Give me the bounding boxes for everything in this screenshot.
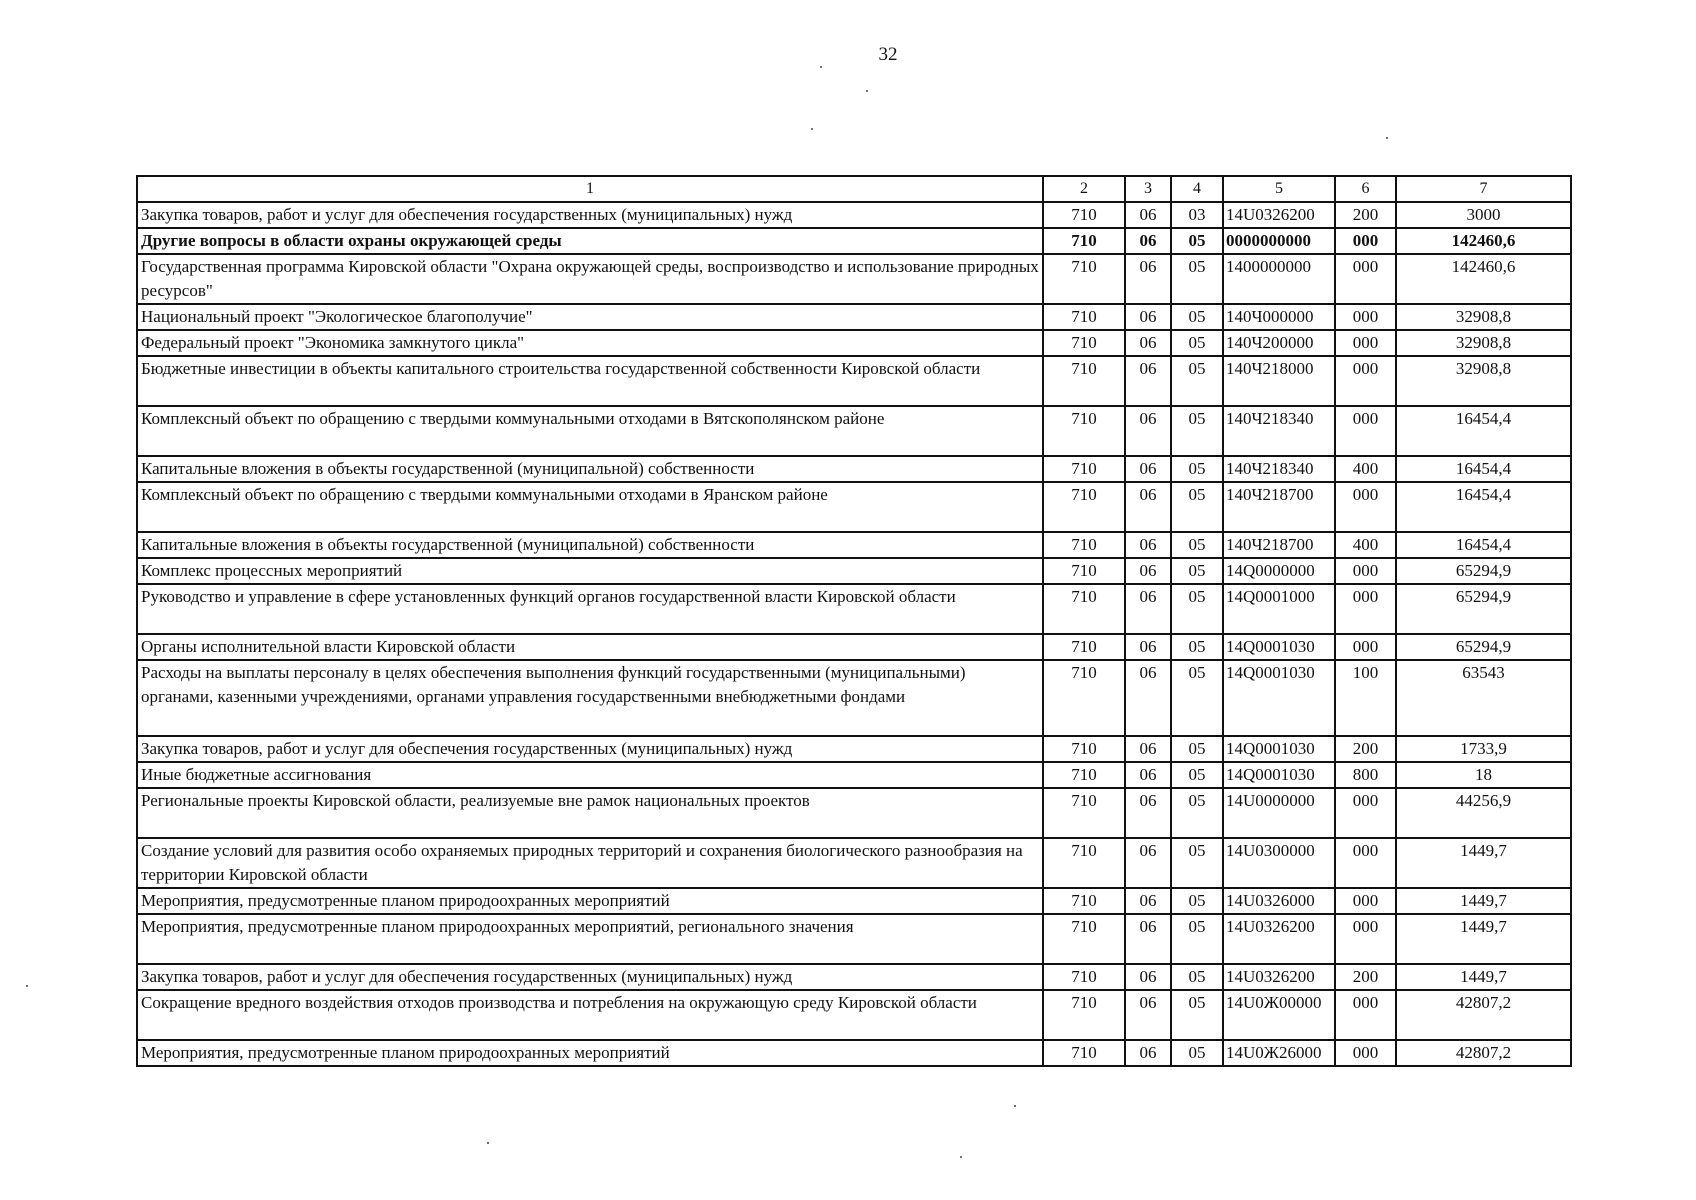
- col3-cell: 06: [1125, 1040, 1171, 1066]
- col3-cell: 06: [1125, 762, 1171, 788]
- row-name-cell: Капитальные вложения в объекты государственной (муниципальной) собственности: [137, 456, 1043, 482]
- col2-cell: 710: [1043, 456, 1125, 482]
- col2-cell: 710: [1043, 762, 1125, 788]
- col5-code-cell: 140Ч000000: [1223, 304, 1335, 330]
- row-name-cell: Национальный проект "Экологическое благополучие": [137, 304, 1043, 330]
- col5-code-cell: 14Q0001030: [1223, 762, 1335, 788]
- col6-cell: 000: [1335, 228, 1396, 254]
- col6-cell: 000: [1335, 406, 1396, 456]
- row-name-cell: Сокращение вредного воздействия отходов производства и потребления на окружающую среду Кировской области: [137, 990, 1043, 1040]
- col3-cell: 06: [1125, 888, 1171, 914]
- col3-cell: 06: [1125, 330, 1171, 356]
- col5-code-cell: 14U0326200: [1223, 202, 1335, 228]
- table-row: [137, 356, 1571, 406]
- col7-amount-cell: 1449,7: [1396, 838, 1571, 888]
- col4-cell: 05: [1171, 228, 1223, 254]
- col4-cell: 05: [1171, 406, 1223, 456]
- col5-code-cell: 14Q0001030: [1223, 660, 1335, 736]
- scan-speck: [1014, 1105, 1016, 1107]
- table-row: [137, 532, 1571, 558]
- col4-cell: 05: [1171, 330, 1223, 356]
- row-name-cell: Комплексный объект по обращению с твердыми коммунальными отходами в Яранском районе: [137, 482, 1043, 532]
- row-name-cell: Закупка товаров, работ и услуг для обеспечения государственных (муниципальных) нужд: [137, 202, 1043, 228]
- column-header: 3: [1125, 176, 1171, 202]
- col3-cell: 06: [1125, 406, 1171, 456]
- row-name-cell: Бюджетные инвестиции в объекты капитального строительства государственной собственности Кировской области: [137, 356, 1043, 406]
- col3-cell: 06: [1125, 788, 1171, 838]
- column-header: 1: [137, 176, 1043, 202]
- table-row: [137, 330, 1571, 356]
- col7-amount-cell: 65294,9: [1396, 634, 1571, 660]
- col3-cell: 06: [1125, 736, 1171, 762]
- row-name-cell: Мероприятия, предусмотренные планом природоохранных мероприятий: [137, 888, 1043, 914]
- col6-cell: 800: [1335, 762, 1396, 788]
- col6-cell: 400: [1335, 456, 1396, 482]
- col4-cell: 05: [1171, 254, 1223, 304]
- col6-cell: 400: [1335, 532, 1396, 558]
- col7-amount-cell: 16454,4: [1396, 456, 1571, 482]
- col5-code-cell: 14Q0000000: [1223, 558, 1335, 584]
- col3-cell: 06: [1125, 964, 1171, 990]
- col4-cell: 05: [1171, 532, 1223, 558]
- table-row: [137, 304, 1571, 330]
- col6-cell: 000: [1335, 584, 1396, 634]
- table-row: [137, 888, 1571, 914]
- col5-code-cell: 14U0000000: [1223, 788, 1335, 838]
- col4-cell: 05: [1171, 914, 1223, 964]
- table-row: [137, 736, 1571, 762]
- col4-cell: 05: [1171, 304, 1223, 330]
- col6-cell: 000: [1335, 634, 1396, 660]
- col6-cell: 000: [1335, 1040, 1396, 1066]
- scan-speck: [811, 128, 813, 130]
- table-row: [137, 788, 1571, 838]
- col5-code-cell: 140Ч218700: [1223, 532, 1335, 558]
- col5-code-cell: 140Ч218340: [1223, 406, 1335, 456]
- col5-code-cell: 14Q0001030: [1223, 634, 1335, 660]
- table-row: [137, 1040, 1571, 1066]
- column-header: 4: [1171, 176, 1223, 202]
- row-name-cell: Региональные проекты Кировской области, реализуемые вне рамок национальных проектов: [137, 788, 1043, 838]
- col2-cell: 710: [1043, 964, 1125, 990]
- table-row: [137, 914, 1571, 964]
- col2-cell: 710: [1043, 330, 1125, 356]
- col7-amount-cell: 42807,2: [1396, 1040, 1571, 1066]
- table-row: [137, 660, 1571, 736]
- col5-code-cell: 14U0326200: [1223, 964, 1335, 990]
- col3-cell: 06: [1125, 558, 1171, 584]
- row-name-cell: Расходы на выплаты персоналу в целях обеспечения выполнения функций государственными (муниципальными) органами, казенными учреждениями, органами управления государственными внебюджетными фондами: [137, 660, 1043, 736]
- col7-amount-cell: 16454,4: [1396, 482, 1571, 532]
- col3-cell: 06: [1125, 456, 1171, 482]
- col7-amount-cell: 44256,9: [1396, 788, 1571, 838]
- col4-cell: 05: [1171, 584, 1223, 634]
- col4-cell: 05: [1171, 762, 1223, 788]
- page-number: 32: [878, 44, 898, 65]
- scan-speck: [1386, 137, 1388, 139]
- col7-amount-cell: 65294,9: [1396, 558, 1571, 584]
- col7-amount-cell: 1733,9: [1396, 736, 1571, 762]
- col7-amount-cell: 1449,7: [1396, 914, 1571, 964]
- col7-amount-cell: 63543: [1396, 660, 1571, 736]
- col2-cell: 710: [1043, 254, 1125, 304]
- col3-cell: 06: [1125, 532, 1171, 558]
- col2-cell: 710: [1043, 660, 1125, 736]
- row-name-cell: Иные бюджетные ассигнования: [137, 762, 1043, 788]
- col6-cell: 200: [1335, 202, 1396, 228]
- row-name-cell: Федеральный проект "Экономика замкнутого цикла": [137, 330, 1043, 356]
- col7-amount-cell: 3000: [1396, 202, 1571, 228]
- col3-cell: 06: [1125, 660, 1171, 736]
- col6-cell: 000: [1335, 990, 1396, 1040]
- table-row: [137, 762, 1571, 788]
- column-header: 6: [1335, 176, 1396, 202]
- col7-amount-cell: 32908,8: [1396, 330, 1571, 356]
- col6-cell: 000: [1335, 356, 1396, 406]
- col4-cell: 05: [1171, 634, 1223, 660]
- col7-amount-cell: 16454,4: [1396, 406, 1571, 456]
- col2-cell: 710: [1043, 532, 1125, 558]
- table-row: [137, 202, 1571, 228]
- col4-cell: 03: [1171, 202, 1223, 228]
- row-name-cell: Капитальные вложения в объекты государственной (муниципальной) собственности: [137, 532, 1043, 558]
- column-header: 7: [1396, 176, 1571, 202]
- col7-amount-cell: 142460,6: [1396, 228, 1571, 254]
- col2-cell: 710: [1043, 202, 1125, 228]
- col2-cell: 710: [1043, 228, 1125, 254]
- col2-cell: 710: [1043, 914, 1125, 964]
- col3-cell: 06: [1125, 838, 1171, 888]
- col7-amount-cell: 18: [1396, 762, 1571, 788]
- col5-code-cell: 14U0Ж26000: [1223, 1040, 1335, 1066]
- header-row: [137, 176, 1571, 202]
- col3-cell: 06: [1125, 584, 1171, 634]
- col7-amount-cell: 16454,4: [1396, 532, 1571, 558]
- col5-code-cell: 140Ч218340: [1223, 456, 1335, 482]
- row-name-cell: Мероприятия, предусмотренные планом природоохранных мероприятий: [137, 1040, 1043, 1066]
- scan-speck: [960, 1156, 962, 1158]
- col2-cell: 710: [1043, 838, 1125, 888]
- col4-cell: 05: [1171, 964, 1223, 990]
- col6-cell: 200: [1335, 736, 1396, 762]
- budget-table: [136, 175, 1572, 1067]
- table-body: [137, 202, 1571, 1066]
- row-name-cell: Другие вопросы в области охраны окружающей среды: [137, 228, 1043, 254]
- col6-cell: 000: [1335, 788, 1396, 838]
- col5-code-cell: 140Ч218700: [1223, 482, 1335, 532]
- row-name-cell: Комплексный объект по обращению с твердыми коммунальными отходами в Вятскополянском районе: [137, 406, 1043, 456]
- col3-cell: 06: [1125, 914, 1171, 964]
- table-row: [137, 482, 1571, 532]
- col2-cell: 710: [1043, 406, 1125, 456]
- col4-cell: 05: [1171, 888, 1223, 914]
- col7-amount-cell: 1449,7: [1396, 964, 1571, 990]
- col7-amount-cell: 32908,8: [1396, 304, 1571, 330]
- col6-cell: 000: [1335, 558, 1396, 584]
- col2-cell: 710: [1043, 888, 1125, 914]
- table-row: [137, 406, 1571, 456]
- col3-cell: 06: [1125, 356, 1171, 406]
- row-name-cell: Руководство и управление в сфере установленных функций органов государственной власти Кировской области: [137, 584, 1043, 634]
- scan-speck: [820, 66, 822, 68]
- col6-cell: 000: [1335, 888, 1396, 914]
- col2-cell: 710: [1043, 1040, 1125, 1066]
- col5-code-cell: 140Ч218000: [1223, 356, 1335, 406]
- row-name-cell: Органы исполнительной власти Кировской области: [137, 634, 1043, 660]
- col6-cell: 000: [1335, 254, 1396, 304]
- table-row: [137, 964, 1571, 990]
- col2-cell: 710: [1043, 304, 1125, 330]
- col3-cell: 06: [1125, 990, 1171, 1040]
- col7-amount-cell: 32908,8: [1396, 356, 1571, 406]
- col2-cell: 710: [1043, 736, 1125, 762]
- col6-cell: 000: [1335, 304, 1396, 330]
- table-row: [137, 254, 1571, 304]
- col3-cell: 06: [1125, 304, 1171, 330]
- col3-cell: 06: [1125, 202, 1171, 228]
- col6-cell: 000: [1335, 838, 1396, 888]
- col4-cell: 05: [1171, 788, 1223, 838]
- row-name-cell: Закупка товаров, работ и услуг для обеспечения государственных (муниципальных) нужд: [137, 736, 1043, 762]
- row-name-cell: Комплекс процессных мероприятий: [137, 558, 1043, 584]
- col4-cell: 05: [1171, 736, 1223, 762]
- col4-cell: 05: [1171, 356, 1223, 406]
- col5-code-cell: 14U0300000: [1223, 838, 1335, 888]
- col2-cell: 710: [1043, 356, 1125, 406]
- table-row: [137, 990, 1571, 1040]
- col4-cell: 05: [1171, 482, 1223, 532]
- table-row: [137, 456, 1571, 482]
- col5-code-cell: 140Ч200000: [1223, 330, 1335, 356]
- table-row: [137, 838, 1571, 888]
- row-name-cell: Государственная программа Кировской области "Охрана окружающей среды, воспроизводство и использование природных ресурсов": [137, 254, 1043, 304]
- col5-code-cell: 1400000000: [1223, 254, 1335, 304]
- col5-code-cell: 14U0Ж00000: [1223, 990, 1335, 1040]
- row-name-cell: Закупка товаров, работ и услуг для обеспечения государственных (муниципальных) нужд: [137, 964, 1043, 990]
- scan-speck: [866, 90, 868, 92]
- col3-cell: 06: [1125, 634, 1171, 660]
- col7-amount-cell: 1449,7: [1396, 888, 1571, 914]
- column-header: 2: [1043, 176, 1125, 202]
- col4-cell: 05: [1171, 558, 1223, 584]
- col3-cell: 06: [1125, 482, 1171, 532]
- column-header: 5: [1223, 176, 1335, 202]
- col6-cell: 000: [1335, 330, 1396, 356]
- col2-cell: 710: [1043, 990, 1125, 1040]
- col6-cell: 100: [1335, 660, 1396, 736]
- col4-cell: 05: [1171, 456, 1223, 482]
- col5-code-cell: 14U0326200: [1223, 914, 1335, 964]
- row-name-cell: Создание условий для развития особо охраняемых природных территорий и сохранения биологического разнообразия на территории Кировской области: [137, 838, 1043, 888]
- col2-cell: 710: [1043, 584, 1125, 634]
- col7-amount-cell: 42807,2: [1396, 990, 1571, 1040]
- col6-cell: 200: [1335, 964, 1396, 990]
- table-row: [137, 228, 1571, 254]
- col5-code-cell: 14U0326000: [1223, 888, 1335, 914]
- col4-cell: 05: [1171, 1040, 1223, 1066]
- col4-cell: 05: [1171, 660, 1223, 736]
- row-name-cell: Мероприятия, предусмотренные планом природоохранных мероприятий, регионального значения: [137, 914, 1043, 964]
- table-row: [137, 634, 1571, 660]
- col5-code-cell: 0000000000: [1223, 228, 1335, 254]
- col3-cell: 06: [1125, 228, 1171, 254]
- table-row: [137, 558, 1571, 584]
- col6-cell: 000: [1335, 914, 1396, 964]
- col5-code-cell: 14Q0001030: [1223, 736, 1335, 762]
- col4-cell: 05: [1171, 990, 1223, 1040]
- scan-speck: [487, 1142, 489, 1144]
- col3-cell: 06: [1125, 254, 1171, 304]
- table-row: [137, 584, 1571, 634]
- col2-cell: 710: [1043, 558, 1125, 584]
- col2-cell: 710: [1043, 482, 1125, 532]
- scan-speck: [26, 985, 28, 987]
- col2-cell: 710: [1043, 634, 1125, 660]
- col7-amount-cell: 65294,9: [1396, 584, 1571, 634]
- col7-amount-cell: 142460,6: [1396, 254, 1571, 304]
- col2-cell: 710: [1043, 788, 1125, 838]
- col6-cell: 000: [1335, 482, 1396, 532]
- col5-code-cell: 14Q0001000: [1223, 584, 1335, 634]
- col4-cell: 05: [1171, 838, 1223, 888]
